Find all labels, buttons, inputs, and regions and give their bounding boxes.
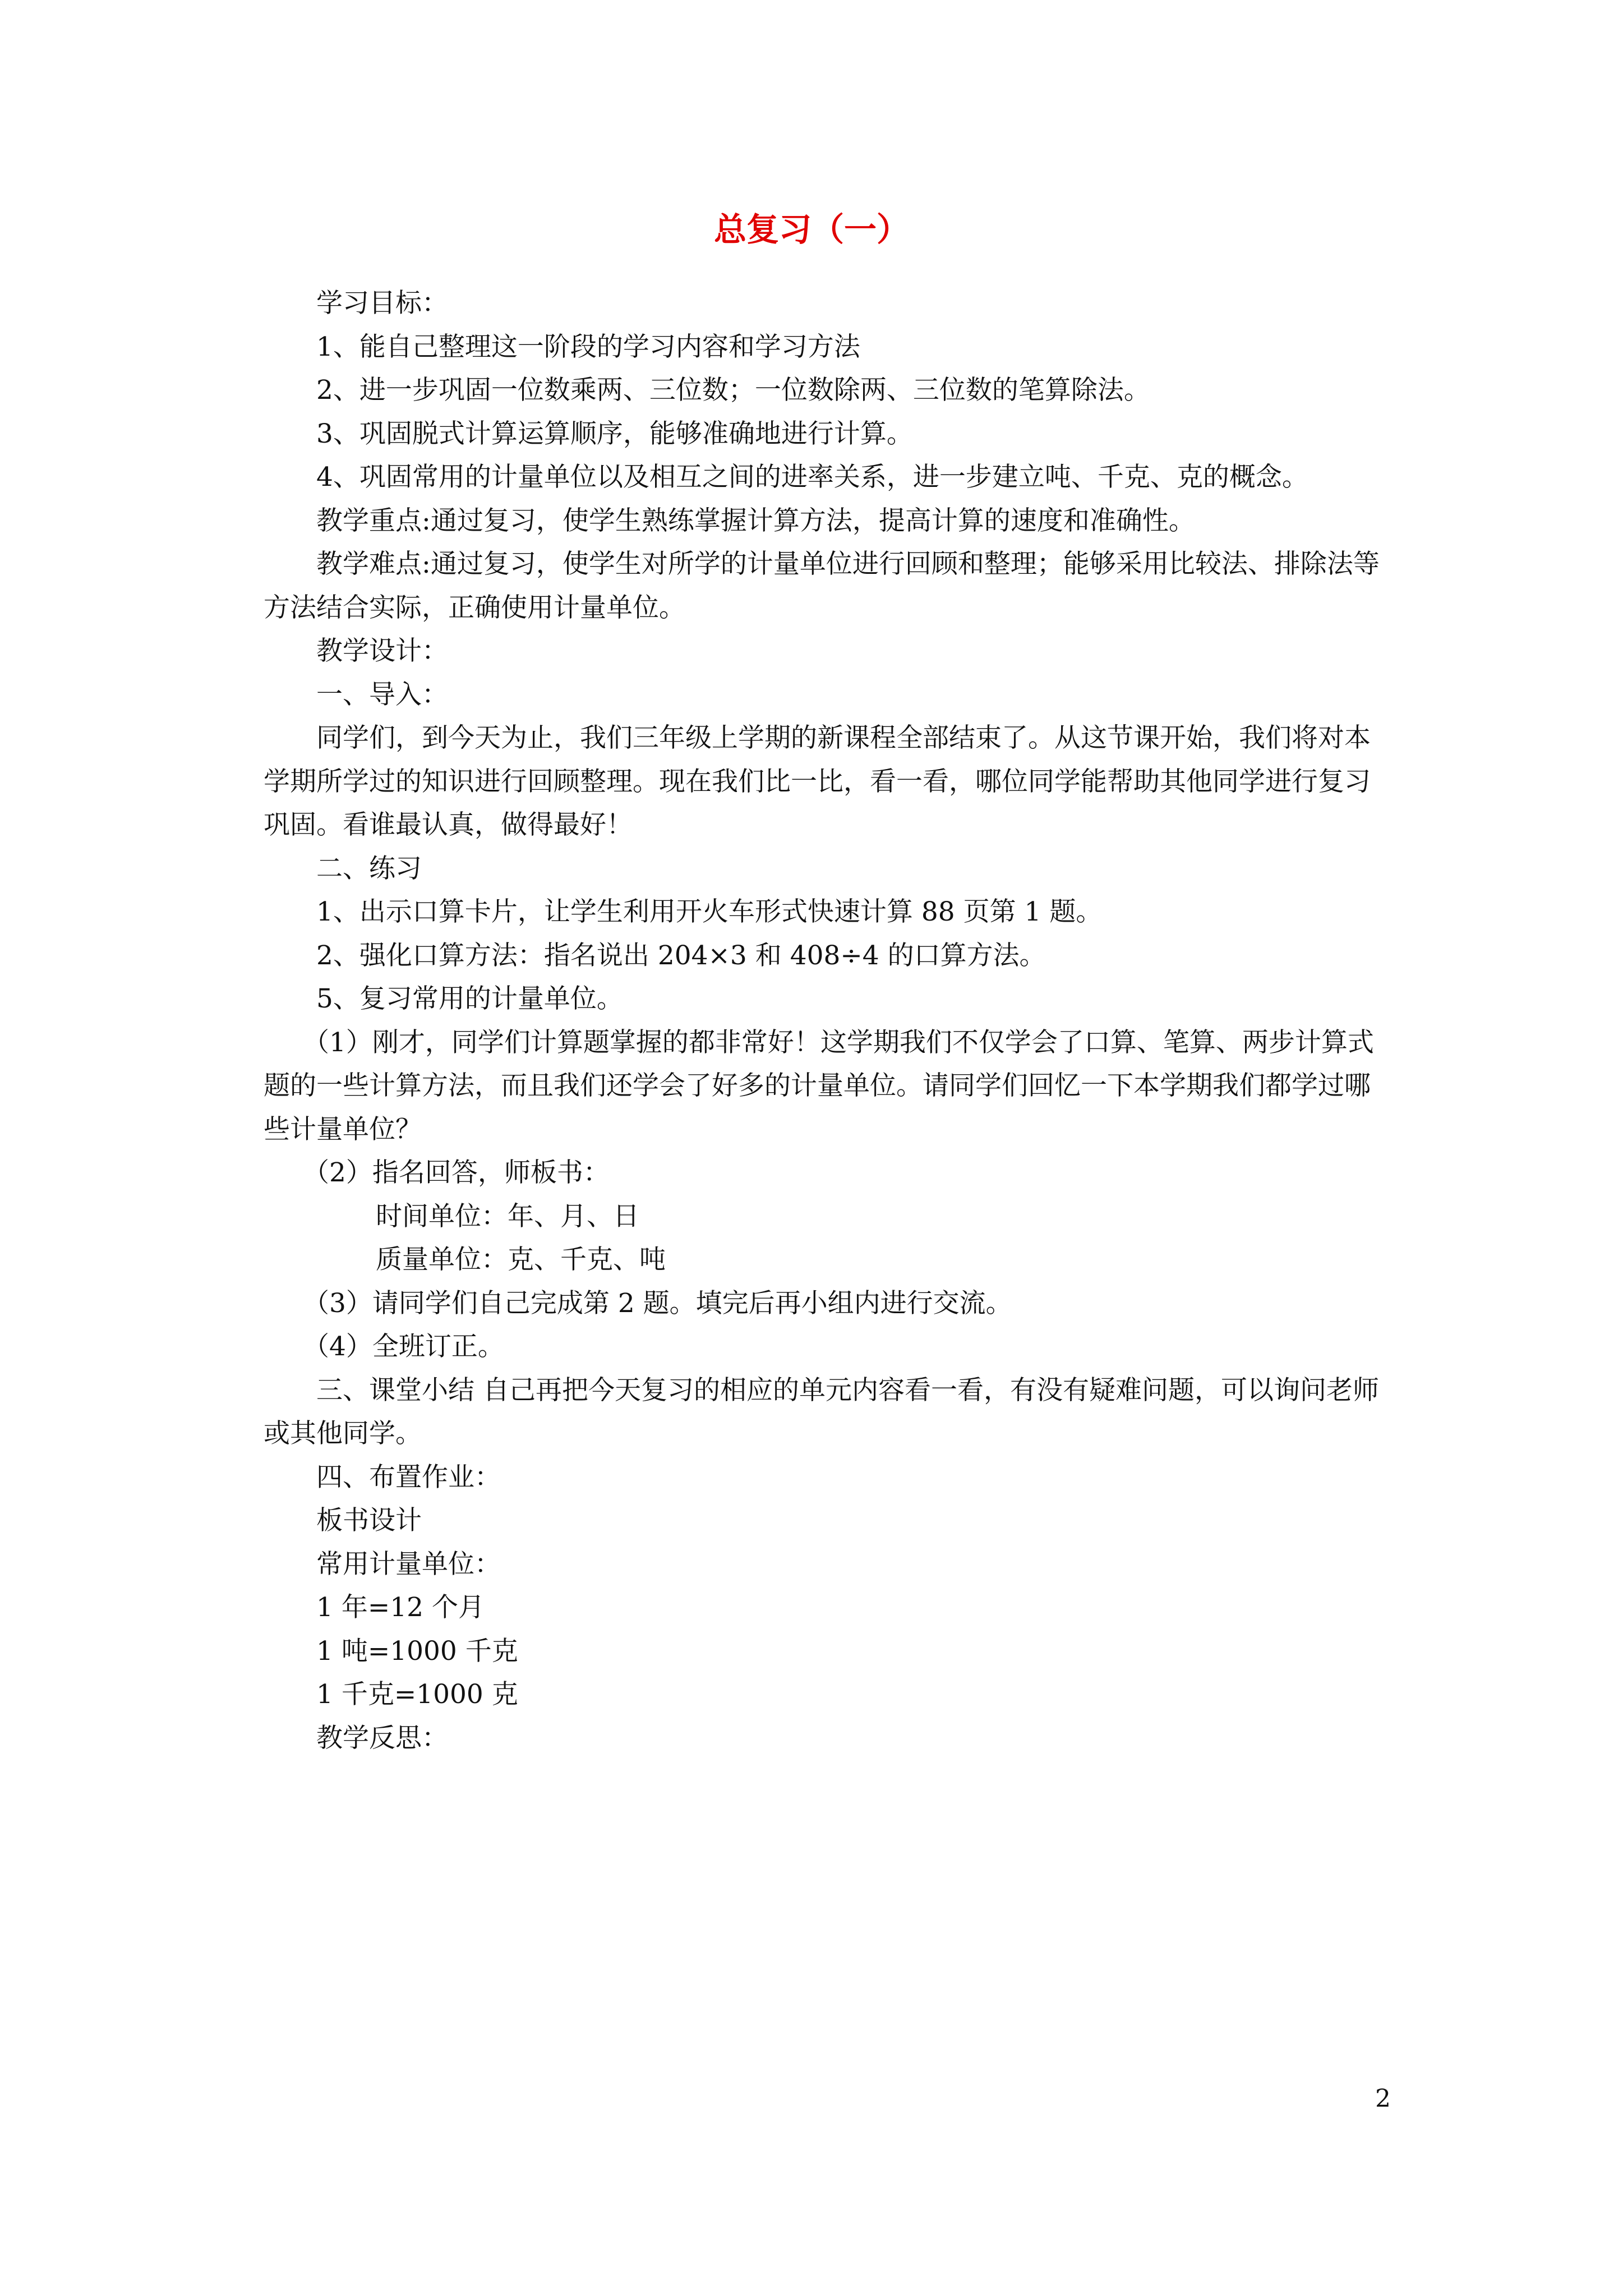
text-line-step-3: （3）请同学们自己完成第 2 题。填完后再小组内进行交流。 [303,1287,1012,1319]
text-line-goal-1: 1、能自己整理这一阶段的学习内容和学习方法 [316,331,860,362]
text-line-section-practice: 二、练习 [316,853,422,884]
text-line-section-intro: 一、导入： [316,679,448,710]
text-line-step-2: （2）指名回答，师板书： [303,1157,610,1188]
text-line-mass-units: 质量单位：克、千克、吨 [376,1244,666,1275]
text-line-practice-1: 1、出示口算卡片，让学生利用开火车形式快速计算 88 页第 1 题。 [316,896,1103,927]
document-title: 总复习（一） [713,210,909,249]
text-paragraph-intro: 同学们，到今天为止，我们三年级上学期的新课程全部结束了。从这节课开始，我们将对本学期所学过的知识进行回顾整理。现在我们比一比，看一看，哪位同学能帮助其他同学进行复习巩固。看谁最认真，做得最好！ [264,723,1371,840]
text-line-teaching-design: 教学设计： [316,636,448,666]
text-line-common-units: 常用计量单位： [316,1548,501,1580]
text-line-goal-4: 4、巩固常用的计量单位以及相互之间的进率关系，进一步建立吨、千克、克的概念。 [316,462,1308,493]
text-line-kilogram-grams: 1 千克=1000 克 [316,1679,518,1710]
text-line-teaching-reflection: 教学反思： [316,1722,448,1754]
text-line-board-design: 板书设计 [316,1505,422,1536]
text-line-practice-5: 5、复习常用的计量单位。 [316,983,623,1014]
text-line-year-months: 1 年=12 个月 [316,1592,485,1623]
text-line-homework: 四、布置作业： [316,1461,501,1493]
text-paragraph-teaching-difficulty: 教学难点:通过复习，使学生对所学的计量单位进行回顾和整理；能够采用比较法、排除法等方法结合实际，正确使用计量单位。 [264,549,1380,623]
text-line-learning-goals: 学习目标： [316,288,448,319]
text-line-time-units: 时间单位：年、月、日 [376,1200,639,1232]
text-paragraph-summary: 三、课堂小结 自己再把今天复习的相应的单元内容看一看，有没有疑难问题，可以询问老师或其他同学。 [264,1374,1379,1449]
text-paragraph-step-1: （1）刚才，同学们计算题掌握的都非常好！这学期我们不仅学会了口算、笔算、两步计算式题的一些计算方法，而且我们还学会了好多的计量单位。请同学们回忆一下本学期我们都学过哪些计量单位？ [264,1027,1374,1145]
text-line-practice-2: 2、强化口算方法：指名说出 204×3 和 408÷4 的口算方法。 [316,940,1046,971]
text-line-goal-3: 3、巩固脱式计算运算顺序，能够准确地进行计算。 [316,418,913,449]
document-body [264,282,1390,1760]
text-line-ton-kilograms: 1 吨=1000 千克 [316,1635,518,1667]
text-line-teaching-key-point: 教学重点:通过复习，使学生熟练掌握计算方法，提高计算的速度和准确性。 [316,505,1195,536]
page-number: 2 [1375,2085,1391,2113]
text-line-goal-2: 2、进一步巩固一位数乘两、三位数；一位数除两、三位数的笔算除法。 [316,375,1150,406]
text-line-step-4: （4）全班订正。 [303,1331,504,1362]
